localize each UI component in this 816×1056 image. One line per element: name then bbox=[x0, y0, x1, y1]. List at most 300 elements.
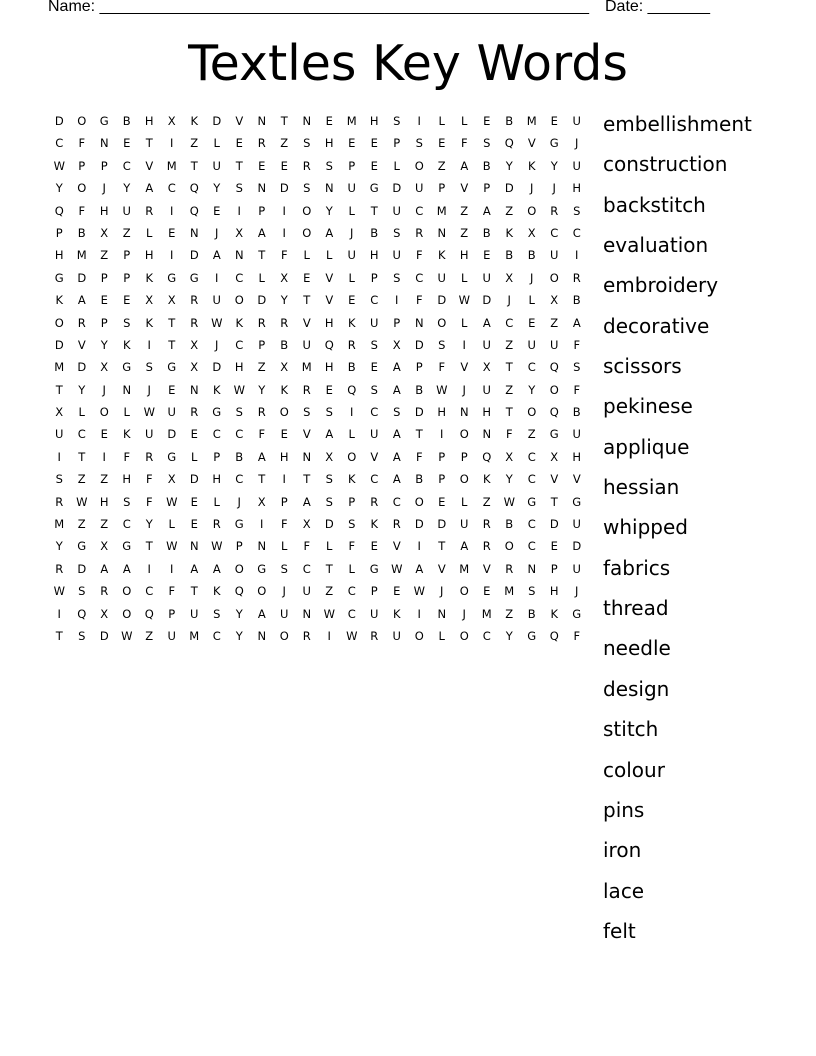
grid-row bbox=[48, 468, 588, 490]
grid-letter: C bbox=[415, 203, 424, 218]
grid-letter: U bbox=[392, 203, 401, 218]
page-title: Textles Key Words bbox=[188, 35, 628, 92]
grid-letter: T bbox=[168, 337, 176, 352]
grid-letter: X bbox=[550, 449, 559, 464]
grid-letter: O bbox=[347, 449, 357, 464]
grid-letter: E bbox=[438, 136, 446, 151]
grid-letter: F bbox=[78, 203, 86, 218]
grid-letter: E bbox=[280, 427, 288, 442]
grid-letter: U bbox=[482, 270, 491, 285]
header-fields bbox=[48, 0, 710, 16]
grid-letter: K bbox=[145, 315, 154, 330]
grid-letter: S bbox=[370, 337, 378, 352]
grid-letter: R bbox=[370, 628, 379, 643]
grid-letter: B bbox=[415, 382, 424, 397]
grid-letter: I bbox=[170, 203, 174, 218]
grid-letter: X bbox=[190, 337, 199, 352]
grid-letter: T bbox=[190, 158, 198, 173]
word-bank-item: stitch bbox=[603, 717, 659, 742]
grid-letter: W bbox=[211, 539, 223, 554]
grid-letter: C bbox=[235, 270, 244, 285]
grid-letter: X bbox=[100, 225, 109, 240]
grid-letter: Y bbox=[505, 628, 513, 643]
grid-letter: R bbox=[145, 449, 154, 464]
grid-letter: P bbox=[100, 315, 108, 330]
grid-letter: C bbox=[122, 517, 131, 532]
grid-letter: F bbox=[415, 248, 423, 263]
grid-letter: D bbox=[167, 427, 177, 442]
grid-letter: A bbox=[212, 248, 221, 263]
grid-letter: W bbox=[503, 494, 515, 509]
grid-letter: D bbox=[549, 517, 559, 532]
grid-letter: Z bbox=[280, 136, 289, 151]
grid-letter: C bbox=[527, 517, 536, 532]
grid-letter: H bbox=[234, 360, 244, 375]
grid-letter: U bbox=[572, 114, 581, 128]
grid-letter: S bbox=[123, 494, 131, 509]
grid-letter: T bbox=[303, 472, 311, 487]
grid-letter: E bbox=[325, 382, 333, 397]
grid-letter: R bbox=[212, 517, 221, 532]
grid-letter: T bbox=[415, 427, 423, 442]
grid-letter: G bbox=[122, 360, 132, 375]
grid-letter: Y bbox=[505, 158, 513, 173]
grid-letter: R bbox=[370, 494, 379, 509]
grid-letter: F bbox=[573, 628, 581, 643]
grid-letter: Q bbox=[77, 606, 87, 621]
grid-letter: Z bbox=[257, 360, 266, 375]
grid-letter: B bbox=[527, 606, 536, 621]
grid-letter: X bbox=[235, 225, 244, 240]
grid-letter: V bbox=[550, 472, 559, 487]
grid-letter: L bbox=[326, 539, 333, 554]
grid-letter: F bbox=[505, 427, 513, 442]
grid-letter: F bbox=[348, 539, 356, 554]
grid-letter: C bbox=[370, 293, 379, 308]
grid-letter: D bbox=[77, 561, 87, 576]
grid-letter: U bbox=[415, 181, 424, 196]
grid-letter: Z bbox=[550, 315, 559, 330]
grid-letter: S bbox=[438, 337, 446, 352]
grid-letter: I bbox=[395, 293, 399, 308]
grid-letter: P bbox=[370, 270, 378, 285]
grid-letter: U bbox=[572, 158, 581, 173]
grid-letter: X bbox=[482, 360, 491, 375]
grid-letter: Y bbox=[100, 337, 108, 352]
grid-letter: G bbox=[527, 494, 537, 509]
grid-letter: U bbox=[347, 248, 356, 263]
grid-letter: N bbox=[189, 539, 199, 554]
grid-letter: C bbox=[527, 449, 536, 464]
grid-letter: C bbox=[212, 628, 221, 643]
grid-letter: C bbox=[302, 561, 311, 576]
grid-row bbox=[48, 446, 588, 468]
grid-letter: O bbox=[437, 315, 447, 330]
grid-letter: F bbox=[415, 449, 423, 464]
grid-letter: P bbox=[100, 158, 108, 173]
grid-letter: L bbox=[438, 114, 445, 128]
grid-letter: Z bbox=[437, 158, 446, 173]
grid-letter: G bbox=[369, 561, 379, 576]
grid-letter: H bbox=[324, 136, 334, 151]
grid-letter: G bbox=[257, 561, 267, 576]
grid-letter: H bbox=[369, 114, 379, 128]
grid-letter: W bbox=[391, 561, 403, 576]
grid-letter: B bbox=[505, 114, 514, 128]
grid-letter: O bbox=[414, 628, 424, 643]
grid-letter: Q bbox=[482, 449, 492, 464]
grid-letter: G bbox=[549, 427, 559, 442]
grid-letter: Z bbox=[190, 136, 199, 151]
grid-letter: S bbox=[280, 561, 288, 576]
grid-letter: R bbox=[145, 203, 154, 218]
grid-letter: B bbox=[482, 158, 491, 173]
grid-letter: J bbox=[552, 181, 556, 196]
grid-letter: C bbox=[370, 472, 379, 487]
grid-letter: K bbox=[347, 315, 356, 330]
grid-letter: U bbox=[347, 181, 356, 196]
grid-letter: N bbox=[302, 606, 312, 621]
grid-letter: O bbox=[77, 114, 87, 128]
grid-letter: Z bbox=[505, 337, 514, 352]
grid-letter: J bbox=[507, 293, 511, 308]
grid-letter: W bbox=[53, 158, 65, 173]
grid-letter: Z bbox=[77, 472, 86, 487]
grid-letter: W bbox=[76, 494, 88, 509]
grid-letter: A bbox=[122, 561, 131, 576]
grid-letter: G bbox=[167, 270, 177, 285]
grid-letter: Q bbox=[54, 203, 64, 218]
grid-letter: P bbox=[123, 248, 131, 263]
grid-letter: K bbox=[505, 225, 514, 240]
grid-row bbox=[48, 558, 588, 580]
grid-letter: I bbox=[170, 136, 174, 151]
grid-letter: E bbox=[370, 136, 378, 151]
grid-letter: P bbox=[393, 315, 401, 330]
grid-letter: R bbox=[482, 517, 491, 532]
grid-letter: A bbox=[257, 449, 266, 464]
grid-row bbox=[48, 535, 588, 557]
grid-letter: L bbox=[461, 270, 468, 285]
grid-letter: K bbox=[122, 337, 131, 352]
grid-letter: G bbox=[234, 517, 244, 532]
grid-letter: Z bbox=[100, 517, 109, 532]
grid-letter: S bbox=[325, 472, 333, 487]
grid-letter: S bbox=[393, 270, 401, 285]
grid-letter: Y bbox=[528, 382, 536, 397]
grid-letter: D bbox=[257, 293, 267, 308]
grid-letter: E bbox=[123, 293, 131, 308]
grid-letter: R bbox=[257, 136, 266, 151]
grid-letter: T bbox=[258, 472, 266, 487]
grid-letter: U bbox=[302, 584, 311, 599]
grid-letter: E bbox=[213, 203, 221, 218]
grid-letter: E bbox=[370, 158, 378, 173]
grid-letter: D bbox=[414, 517, 424, 532]
grid-letter: R bbox=[347, 337, 356, 352]
grid-letter: Z bbox=[325, 584, 334, 599]
grid-letter: A bbox=[257, 606, 266, 621]
grid-letter: K bbox=[235, 315, 244, 330]
grid-letter: B bbox=[347, 360, 356, 375]
grid-letter: T bbox=[550, 494, 558, 509]
grid-letter: K bbox=[370, 517, 379, 532]
grid-letter: O bbox=[122, 584, 132, 599]
grid-letter: V bbox=[482, 561, 491, 576]
grid-letter: M bbox=[301, 360, 312, 375]
grid-letter: R bbox=[280, 315, 289, 330]
grid-letter: G bbox=[527, 628, 537, 643]
grid-letter: L bbox=[348, 270, 355, 285]
grid-letter: V bbox=[302, 427, 311, 442]
grid-letter: U bbox=[370, 606, 379, 621]
grid-letter: A bbox=[145, 181, 154, 196]
grid-letter: D bbox=[189, 248, 199, 263]
grid-letter: R bbox=[550, 203, 559, 218]
grid-letter: Y bbox=[550, 158, 558, 173]
word-bank-item: whipped bbox=[603, 515, 688, 540]
grid-letter: N bbox=[257, 539, 267, 554]
grid-letter: O bbox=[414, 494, 424, 509]
grid-letter: I bbox=[327, 628, 331, 643]
grid-letter: B bbox=[235, 449, 244, 464]
grid-row bbox=[48, 244, 588, 266]
grid-letter: V bbox=[370, 449, 379, 464]
grid-letter: Y bbox=[55, 539, 63, 554]
grid-letter: M bbox=[189, 628, 200, 643]
grid-letter: Z bbox=[145, 628, 154, 643]
grid-letter: H bbox=[459, 248, 469, 263]
grid-letter: K bbox=[437, 248, 446, 263]
grid-letter: O bbox=[99, 405, 109, 420]
grid-letter: H bbox=[572, 449, 582, 464]
grid-letter: E bbox=[235, 136, 243, 151]
grid-letter: O bbox=[527, 203, 537, 218]
grid-letter: L bbox=[438, 628, 445, 643]
grid-letter: B bbox=[505, 248, 514, 263]
grid-letter: Z bbox=[505, 606, 514, 621]
grid-letter: F bbox=[78, 136, 86, 151]
grid-letter: L bbox=[191, 449, 198, 464]
grid-letter: W bbox=[323, 606, 335, 621]
grid-letter: R bbox=[55, 561, 64, 576]
grid-letter: R bbox=[392, 517, 401, 532]
grid-letter: W bbox=[143, 405, 155, 420]
grid-letter: R bbox=[415, 225, 424, 240]
grid-letter: K bbox=[482, 472, 491, 487]
grid-letter: B bbox=[482, 225, 491, 240]
grid-row bbox=[48, 289, 588, 311]
grid-letter: U bbox=[482, 337, 491, 352]
grid-letter: P bbox=[235, 539, 243, 554]
grid-letter: D bbox=[189, 472, 199, 487]
grid-letter: Q bbox=[347, 382, 357, 397]
grid-letter: A bbox=[77, 293, 86, 308]
grid-letter: Q bbox=[324, 337, 334, 352]
grid-letter: J bbox=[530, 181, 534, 196]
grid-letter: P bbox=[483, 181, 491, 196]
grid-letter: J bbox=[350, 225, 354, 240]
grid-letter: S bbox=[370, 382, 378, 397]
grid-letter: P bbox=[550, 561, 558, 576]
grid-letter: F bbox=[415, 293, 423, 308]
grid-letter: Y bbox=[55, 181, 63, 196]
grid-letter: C bbox=[235, 427, 244, 442]
grid-letter: T bbox=[55, 382, 63, 397]
grid-letter: N bbox=[257, 628, 267, 643]
grid-letter: Z bbox=[527, 427, 536, 442]
grid-letter: G bbox=[572, 494, 582, 509]
grid-letter: S bbox=[348, 517, 356, 532]
grid-letter: J bbox=[215, 337, 219, 352]
grid-letter: H bbox=[144, 248, 154, 263]
grid-row bbox=[48, 401, 588, 423]
grid-letter: F bbox=[573, 337, 581, 352]
grid-letter: Z bbox=[460, 225, 469, 240]
grid-letter: E bbox=[550, 114, 558, 128]
grid-letter: B bbox=[415, 472, 424, 487]
grid-letter: W bbox=[233, 382, 245, 397]
grid-letter: Z bbox=[460, 203, 469, 218]
grid-letter: F bbox=[303, 539, 311, 554]
grid-letter: C bbox=[572, 225, 581, 240]
grid-letter: T bbox=[168, 315, 176, 330]
grid-letter: E bbox=[190, 494, 198, 509]
grid-letter: A bbox=[190, 561, 199, 576]
grid-letter: N bbox=[234, 248, 244, 263]
grid-letter: U bbox=[482, 382, 491, 397]
grid-letter: A bbox=[302, 494, 311, 509]
grid-letter: L bbox=[303, 248, 310, 263]
grid-letter: X bbox=[325, 449, 334, 464]
grid-letter: K bbox=[280, 382, 289, 397]
grid-letter: U bbox=[392, 628, 401, 643]
grid-letter: C bbox=[347, 584, 356, 599]
grid-letter: K bbox=[212, 584, 221, 599]
grid-letter: H bbox=[212, 472, 222, 487]
grid-letter: U bbox=[167, 405, 176, 420]
word-bank-item: thread bbox=[603, 596, 669, 621]
grid-letter: C bbox=[347, 606, 356, 621]
grid-letter: U bbox=[280, 606, 289, 621]
grid-letter: N bbox=[437, 225, 447, 240]
grid-letter: O bbox=[234, 561, 244, 576]
grid-letter: W bbox=[413, 584, 425, 599]
word-bank-item: pekinese bbox=[603, 394, 693, 419]
grid-letter: H bbox=[54, 248, 64, 263]
grid-letter: L bbox=[258, 270, 265, 285]
grid-letter: S bbox=[78, 584, 86, 599]
grid-letter: R bbox=[257, 405, 266, 420]
grid-letter: R bbox=[190, 405, 199, 420]
grid-letter: A bbox=[257, 225, 266, 240]
grid-letter: Z bbox=[100, 248, 109, 263]
grid-letter: K bbox=[212, 382, 221, 397]
grid-letter: B bbox=[122, 114, 131, 128]
grid-row bbox=[48, 334, 588, 356]
word-bank-item: felt bbox=[603, 918, 636, 943]
word-bank-item: pins bbox=[603, 797, 645, 822]
grid-letter: U bbox=[302, 337, 311, 352]
grid-letter: R bbox=[302, 628, 311, 643]
grid-letter: I bbox=[170, 248, 174, 263]
grid-letter: F bbox=[438, 360, 446, 375]
grid-letter: X bbox=[167, 293, 176, 308]
grid-letter: Y bbox=[235, 606, 243, 621]
grid-letter: H bbox=[99, 203, 109, 218]
grid-letter: L bbox=[168, 517, 175, 532]
grid-letter: S bbox=[303, 181, 311, 196]
grid-letter: L bbox=[393, 158, 400, 173]
grid-letter: A bbox=[392, 360, 401, 375]
grid-letter: S bbox=[303, 405, 311, 420]
grid-letter: R bbox=[505, 561, 514, 576]
grid-letter: Y bbox=[123, 181, 131, 196]
grid-letter: A bbox=[325, 225, 334, 240]
grid-letter: E bbox=[100, 293, 108, 308]
grid-letter: D bbox=[54, 337, 64, 352]
grid-letter: O bbox=[527, 405, 537, 420]
grid-letter: D bbox=[414, 337, 424, 352]
grid-letter: P bbox=[348, 494, 356, 509]
grid-letter: X bbox=[280, 270, 289, 285]
grid-letter: D bbox=[414, 405, 424, 420]
grid-letter: F bbox=[460, 136, 468, 151]
grid-letter: H bbox=[482, 405, 492, 420]
grid-letter: O bbox=[302, 203, 312, 218]
grid-letter: U bbox=[572, 517, 581, 532]
word-bank-item: iron bbox=[603, 838, 642, 863]
grid-letter: U bbox=[145, 427, 154, 442]
grid-letter: X bbox=[100, 539, 109, 554]
grid-letter: E bbox=[325, 114, 333, 128]
grid-letter: Z bbox=[100, 472, 109, 487]
grid-letter: B bbox=[527, 248, 536, 263]
grid-letter: N bbox=[459, 405, 469, 420]
grid-letter: L bbox=[461, 494, 468, 509]
grid-letter: V bbox=[325, 293, 334, 308]
grid-letter: S bbox=[235, 405, 243, 420]
grid-letter: S bbox=[573, 360, 581, 375]
grid-letter: C bbox=[370, 405, 379, 420]
grid-letter: G bbox=[549, 136, 559, 151]
grid-letter: S bbox=[415, 136, 423, 151]
grid-letter: H bbox=[144, 114, 154, 128]
grid-letter: E bbox=[168, 382, 176, 397]
grid-letter: V bbox=[325, 270, 334, 285]
grid-letter: G bbox=[572, 606, 582, 621]
grid-letter: P bbox=[258, 337, 266, 352]
grid-letter: A bbox=[415, 561, 424, 576]
grid-letter: N bbox=[122, 382, 132, 397]
grid-letter: O bbox=[459, 584, 469, 599]
grid-letter: R bbox=[100, 584, 109, 599]
grid-letter: W bbox=[458, 293, 470, 308]
grid-letter: Q bbox=[549, 405, 559, 420]
grid-letter: L bbox=[146, 225, 153, 240]
grid-letter: M bbox=[481, 606, 492, 621]
grid-letter: W bbox=[436, 382, 448, 397]
grid-row bbox=[48, 423, 588, 445]
grid-letter: Y bbox=[213, 181, 221, 196]
grid-letter: U bbox=[212, 293, 221, 308]
grid-letter: B bbox=[370, 225, 379, 240]
grid-letter: D bbox=[392, 181, 402, 196]
grid-letter: O bbox=[549, 382, 559, 397]
grid-letter: C bbox=[392, 494, 401, 509]
grid-letter: S bbox=[393, 225, 401, 240]
grid-letter: W bbox=[166, 539, 178, 554]
